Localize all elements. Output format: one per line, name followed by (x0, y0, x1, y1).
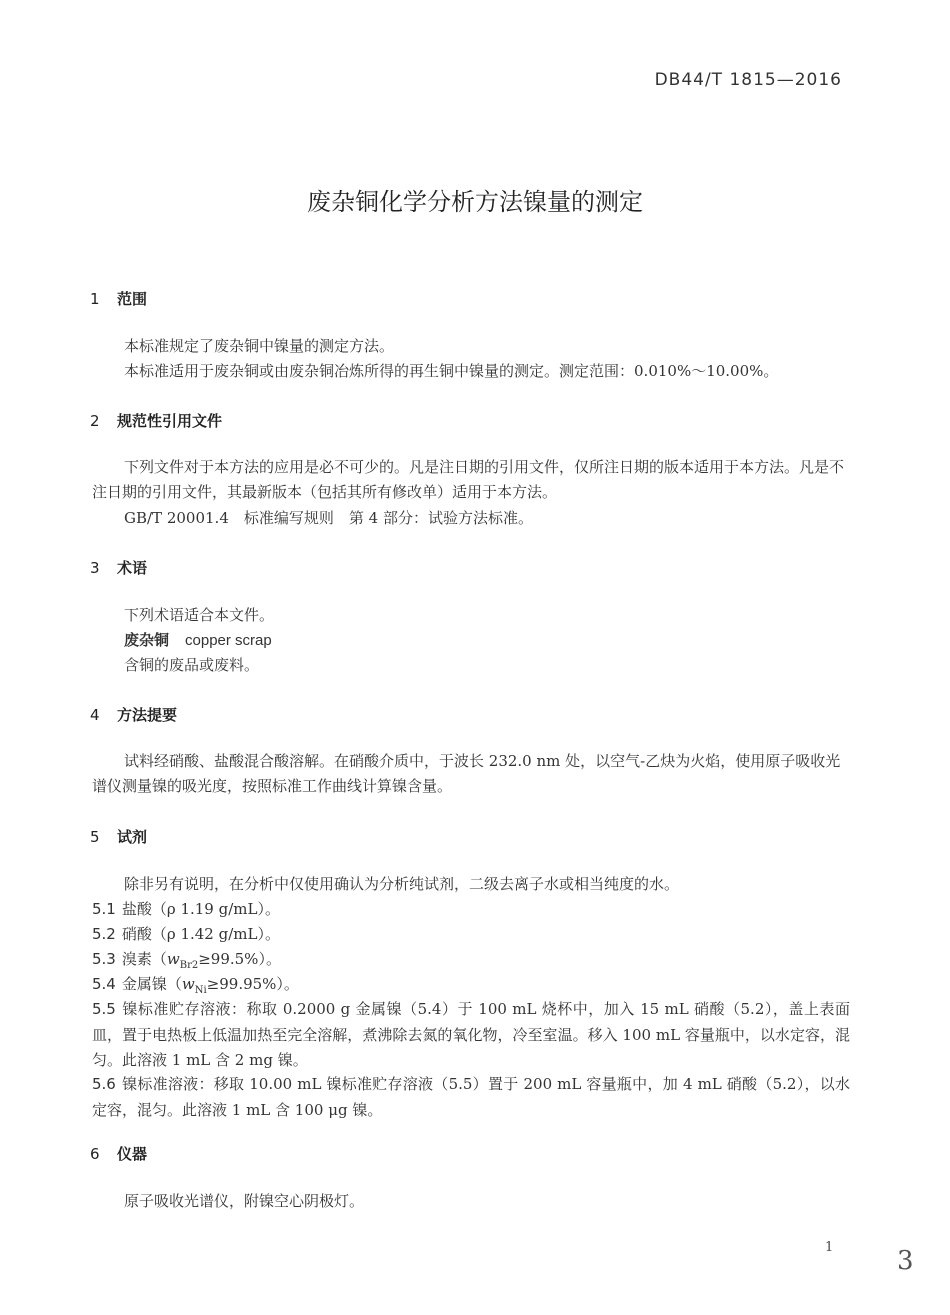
section-number: 5 (90, 828, 100, 846)
section-title: 试剂 (117, 828, 148, 846)
section-number: 2 (90, 412, 100, 430)
section-number: 3 (90, 559, 100, 577)
section-4-heading (90, 704, 177, 725)
section-3-heading (90, 557, 147, 578)
term-definition: 含铜的废品或废料。 (124, 656, 260, 674)
section-2-para-1: 下列文件对于本方法的应用是必不可少的。凡是注日期的引用文件，仅所注日期的版本适用于本方法。凡是不注日期的引用文件，其最新版本（包括其所有修改单）适用于本方法。 (92, 458, 845, 501)
page-mark: 3 (897, 1246, 914, 1276)
document-title: 废杂铜化学分析方法镍量的测定 (307, 188, 643, 216)
section-6-para-1: 原子吸收光谱仪，附镍空心阴极灯。 (124, 1192, 365, 1210)
term-entry (124, 629, 272, 650)
item-subscript: Br2 (179, 960, 199, 971)
item-text: 盐酸（ρ 1.19 g/mL）。 (121, 900, 280, 918)
item-number: 5.5 (92, 1000, 116, 1018)
item-text-pre: 金属镍（ (121, 975, 182, 993)
reagent-item (92, 997, 850, 1074)
section-title: 规范性引用文件 (117, 412, 223, 430)
item-symbol: w (166, 950, 180, 968)
term-chinese: 废杂铜 (124, 631, 170, 649)
standard-code: DB44/T 1815—2016 (654, 70, 842, 90)
item-number: 5.2 (92, 925, 116, 943)
page-number: 1 (825, 1240, 834, 1255)
section-2-heading (90, 410, 222, 431)
term-english: copper scrap (185, 632, 272, 649)
section-2-reference: GB/T 20001.4 标准编写规则 第 4 部分：试验方法标准。 (124, 509, 533, 527)
section-5-para-1: 除非另有说明，在分析中仅使用确认为分析纯试剂，二级去离子水或相当纯度的水。 (124, 875, 680, 893)
reagent-item (92, 1072, 850, 1123)
item-text-post: ≥99.5%）。 (198, 950, 281, 968)
item-number: 5.4 (92, 975, 116, 993)
section-1-para-2: 本标准适用于废杂铜或由废杂铜冶炼所得的再生铜中镍量的测定。测定范围：0.010%～10.00%。 (124, 362, 779, 380)
item-number: 5.1 (92, 900, 116, 918)
section-title: 范围 (117, 290, 148, 308)
section-4-para-1: 试料经硝酸、盐酸混合酸溶解。在硝酸介质中，于波长 232.0 nm 处，以空气-乙炔为火焰，使用原子吸收光谱仪测量镍的吸光度，按照标准工作曲线计算镍含量。 (92, 752, 841, 795)
section-6-heading (90, 1143, 147, 1164)
item-text: 镍标准溶液：移取 10.00 mL 镍标准贮存溶液（5.5）置于 200 mL 容量瓶中，加 4 mL 硝酸（5.2），以水定容，混匀。此溶液 1 mL 含 100 μg 镍。 (92, 1075, 850, 1119)
section-1-para-1: 本标准规定了废杂铜中镍量的测定方法。 (124, 337, 395, 355)
item-text-post: ≥99.95%）。 (206, 975, 299, 993)
reagent-item (92, 897, 850, 923)
section-1-heading (90, 288, 147, 309)
item-text: 硝酸（ρ 1.42 g/mL）。 (121, 925, 280, 943)
section-title: 术语 (117, 559, 148, 577)
item-number: 5.3 (92, 950, 116, 968)
section-number: 1 (90, 290, 100, 308)
item-number: 5.6 (92, 1075, 116, 1093)
section-5-heading (90, 826, 147, 847)
section-3-para-1: 下列术语适合本文件。 (124, 606, 275, 624)
section-title: 方法提要 (117, 706, 178, 724)
item-text-pre: 溴素（ (121, 950, 167, 968)
section-number: 6 (90, 1145, 100, 1163)
reagent-item (92, 922, 850, 948)
item-symbol: w (181, 975, 195, 993)
section-number: 4 (90, 706, 100, 724)
section-title: 仪器 (117, 1145, 148, 1163)
item-subscript: Ni (194, 985, 207, 996)
item-text: 镍标准贮存溶液：称取 0.2000 g 金属镍（5.4）于 100 mL 烧杯中，加入 15 mL 硝酸（5.2），盖上表面皿，置于电热板上低温加热至完全溶解，煮沸除去氮的氧化物，冷至室温。移入 100 mL 容量瓶中，以水定容，混匀。此溶液 1 mL 含 2 mg 镍。 (92, 1000, 850, 1069)
